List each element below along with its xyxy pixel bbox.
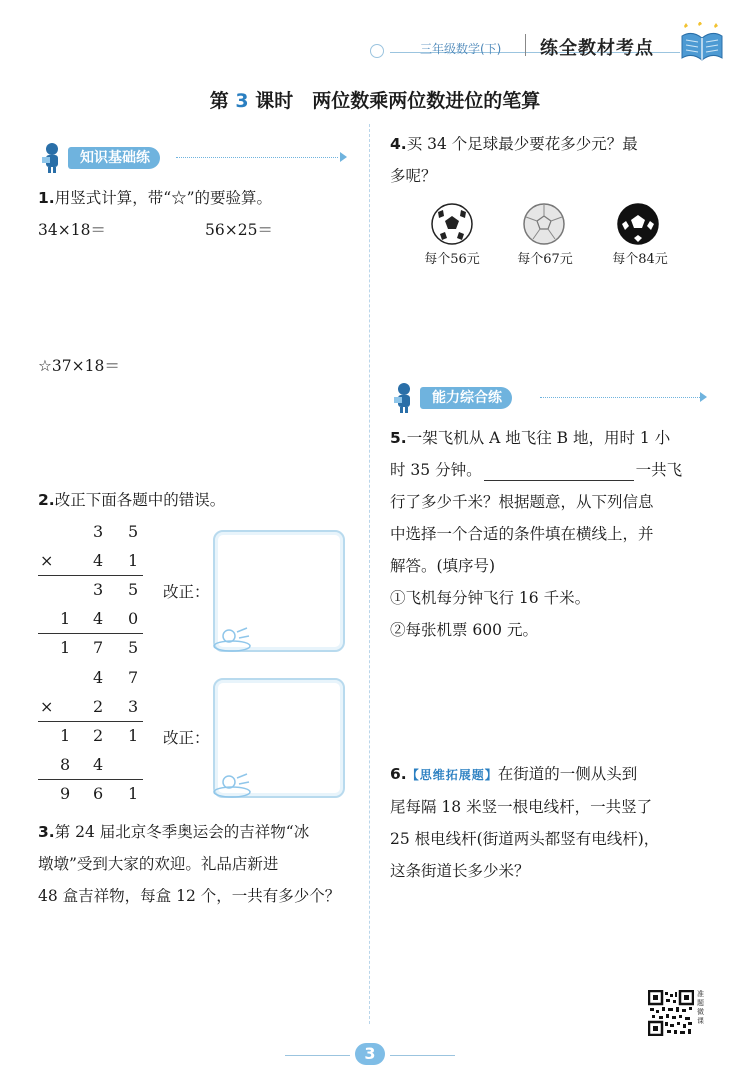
q6-line2: 尾每隔 18 米竖一根电线杆，一共竖了 [390,798,653,816]
question-1 [38,182,272,214]
open-book-icon [678,22,726,62]
question-3 [38,816,368,912]
q1-expression-a: 34×18＝ [38,221,106,239]
calc-rule [38,633,143,634]
header-grade: 三年级数学(下) [420,42,502,56]
doodle-icon [207,624,257,654]
soccer-ball-icon [522,202,566,246]
page-number: 3 [355,1043,385,1065]
reading-figure-icon [390,381,418,413]
q2-text: 改正下面各题中的错误。 [54,491,226,509]
calc1-row: 3 5 [93,580,139,599]
q5-line5: 解答。(填序号) [390,557,496,575]
qr-caption: 准题微课 [697,990,704,1025]
q5-line3: 行了多少千米？根据题意，从下列信息 [390,493,654,511]
footer-rule-right [390,1055,455,1056]
calc2-row: × 2 3 [40,697,139,716]
calc2-row: 1 2 1 [60,726,139,745]
title-text: 课时 两位数乘两位数进位的笔算 [255,90,541,112]
calc2-row: 8 4 [60,755,104,774]
doodle-icon [207,770,257,800]
q3-line2: 墩墩”受到大家的欢迎。礼品店新进 [38,855,279,873]
vertical-calc-2 [38,664,148,809]
q4-line2: 多呢？ [390,167,437,185]
column-divider [369,124,370,1024]
calc1-row: 1 4 0 [60,609,139,628]
section-basic-tag [38,145,350,171]
q2-number: 2. [38,491,55,509]
q3-line1: 3.第 24 届北京冬季奥运会的吉祥物“冰 [38,823,310,841]
soccer-ball-icon [430,202,474,246]
calc1-row: × 4 1 [40,551,139,570]
q6-tag: 【思维拓展题】 [406,768,498,782]
calc1-row: 3 5 [93,522,139,541]
reading-figure-icon [38,141,66,173]
header-brand: 练全教材考点 [540,38,654,59]
calc1-row: 1 7 5 [60,638,139,657]
title-prefix: 第 [209,90,229,112]
ball-price-1: 每个56元 [424,252,480,267]
lesson-title [0,86,750,113]
section-advanced-dots [540,397,700,398]
q3-line3: 48 盒吉祥物，每盒 12 个，一共有多少个？ [38,887,341,905]
correction-label-2: 改正： [163,729,210,747]
footer-rule-left [285,1055,350,1056]
header-decoration [370,44,384,58]
q5-line2: 时 35 分钟。 一共飞 [390,461,683,479]
arrow-right-icon [700,392,707,402]
arrow-right-icon [340,152,347,162]
header-separator [525,34,526,56]
qr-code-icon[interactable] [648,990,694,1036]
q5-option-2: ②每张机票 600 元。 [390,621,538,639]
calc-rule [38,779,143,780]
q5-option-1: ①飞机每分钟飞行 16 千米。 [390,589,591,607]
section-basic-dots [176,157,338,158]
question-2 [38,484,225,516]
vertical-calc-1 [38,518,148,663]
soccer-ball-icon [616,202,660,246]
calc-rule [38,575,143,576]
q5-line4: 中选择一个合适的条件填在横线上，并 [390,525,654,543]
correction-label-1: 改正： [163,583,210,601]
question-6 [390,758,720,887]
calc2-row: 9 6 1 [60,784,139,803]
section-advanced-tag [390,385,712,411]
q6-line1: 6.【思维拓展题】在街道的一侧从头到 [390,758,720,791]
section-basic-label: 知识基础练 [68,147,160,169]
q4-line1: 4.买 34 个足球最少要花多少元？最 [390,135,638,153]
q5-line1: 5.一架飞机从 A 地飞往 B 地，用时 1 小 [390,429,671,447]
q6-line3: 25 根电线杆(街道两头都竖有电线杆)， [390,830,660,848]
q1-number: 1. [38,189,55,207]
q1-expression-b: 56×25＝ [205,221,273,239]
ball-price-2: 每个67元 [517,252,573,267]
section-advanced-label: 能力综合练 [420,387,512,409]
question-5 [390,422,720,646]
question-4 [390,128,720,192]
calc-rule [38,721,143,722]
q5-blank[interactable] [484,462,634,481]
q6-line4: 这条街道长多少米？ [390,862,530,880]
q1-text: 用竖式计算，带“☆”的要验算。 [54,189,273,207]
calc2-row: 4 7 [93,668,139,687]
ball-price-3: 每个84元 [612,252,668,267]
title-number: 3 [235,90,249,112]
q1-expression-c: ☆37×18＝ [38,357,120,375]
